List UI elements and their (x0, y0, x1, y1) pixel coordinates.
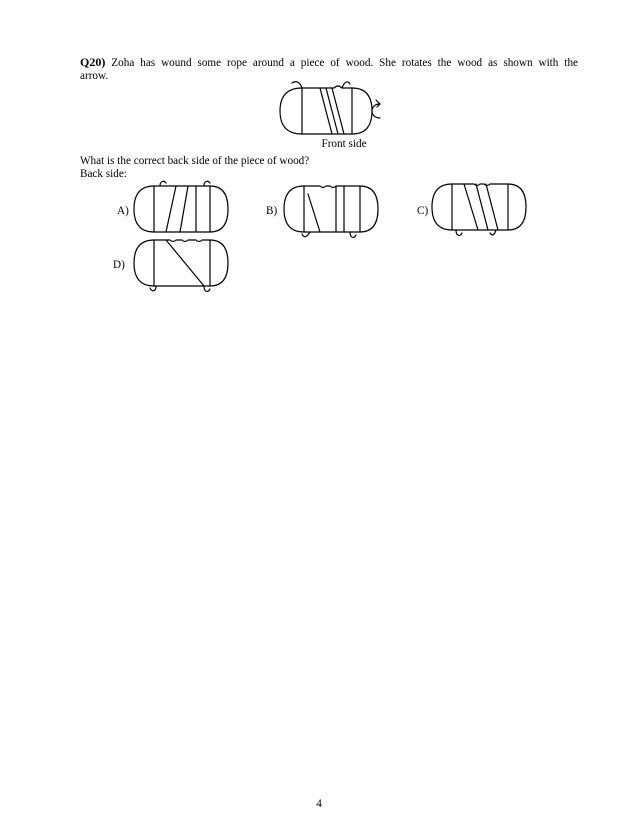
option-c-figure[interactable] (428, 178, 530, 242)
back-side-label: Back side: (80, 168, 127, 180)
question-text: Zoha has wound some rope around a piece of wood. She rotates the wood as shown with the (111, 57, 578, 69)
front-side-wood-figure (276, 80, 386, 140)
option-b-figure[interactable] (280, 180, 382, 242)
question-text-continued: arrow. (80, 70, 109, 82)
option-a-figure[interactable] (130, 180, 232, 240)
option-b-label[interactable]: B) (266, 205, 278, 217)
option-d-figure[interactable] (130, 234, 232, 296)
question-line-1 (80, 56, 578, 70)
rotation-arrow-icon (372, 104, 380, 118)
option-d-label[interactable]: D) (113, 259, 125, 271)
front-side-caption: Front side (321, 138, 367, 150)
question-prompt: What is the correct back side of the piece of wood? (80, 155, 310, 167)
question-number: Q20) (80, 55, 106, 69)
option-c-label[interactable]: C) (417, 205, 429, 217)
option-a-label[interactable]: A) (117, 205, 129, 217)
page-number: 4 (316, 798, 322, 810)
